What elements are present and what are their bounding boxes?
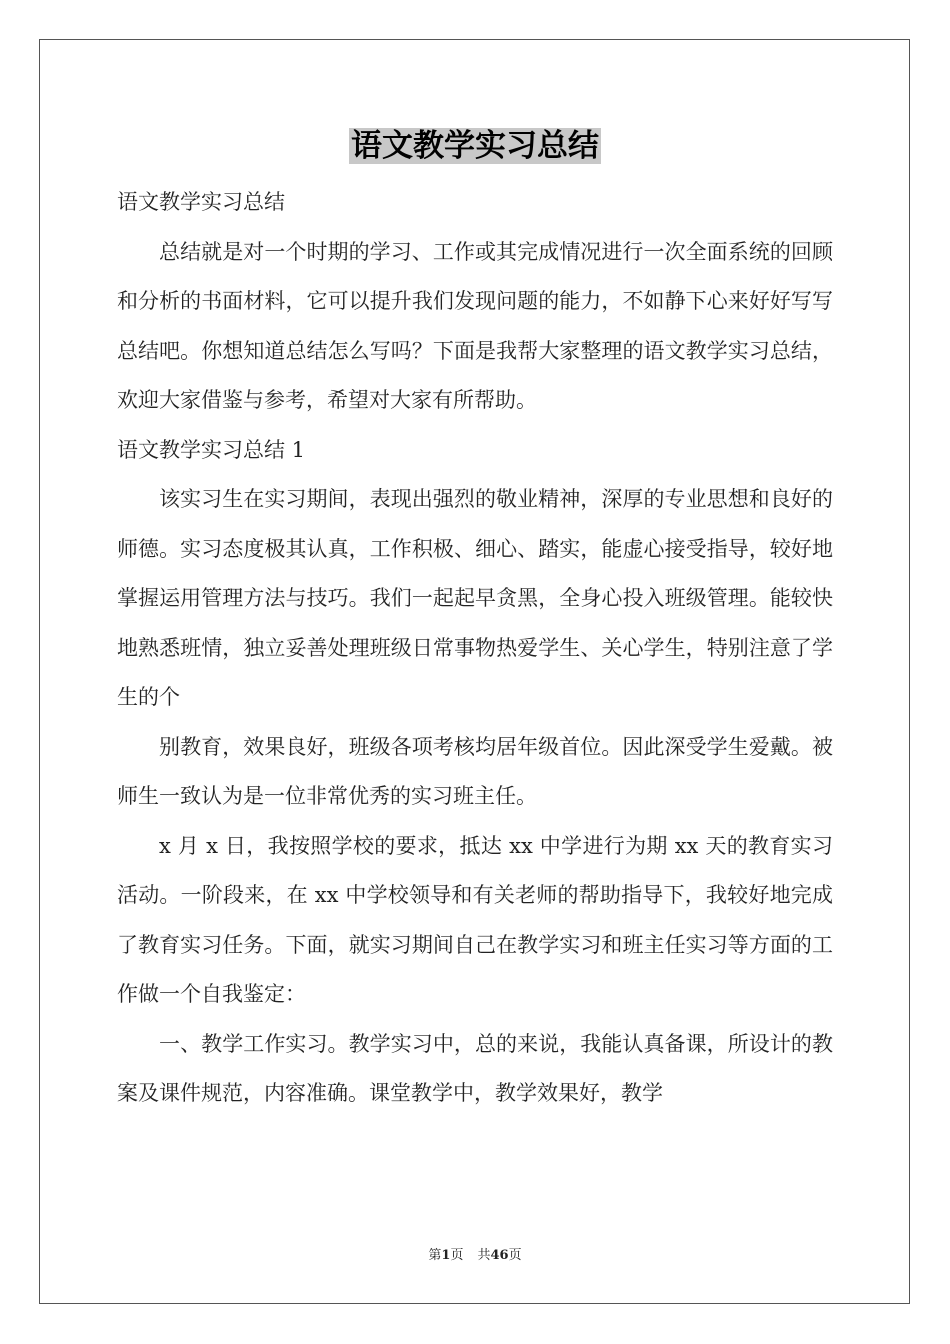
paragraph: 语文教学实习总结: [117, 190, 285, 214]
paragraph: 一、教学工作实习。教学实习中，总的来说，我能认真备课，所设计的教案及课件规范，内容准确。课堂教学中，教学效果好，教学: [117, 1031, 833, 1105]
page-current: 1: [441, 1248, 451, 1263]
paragraph: 该实习生在实习期间，表现出强烈的敬业精神，深厚的专业思想和良好的师德。实习态度极其认真，工作积极、细心、踏实，能虚心接受指导，较好地掌握运用管理方法与技巧。我们一起起早贪黑，全身心投入班级管理。能较快地熟悉班情，独立妥善处理班级日常事物热爱学生、关心学生，特别注意了学生的个: [117, 487, 833, 709]
page-total: 46: [490, 1248, 509, 1263]
document-body: [117, 178, 833, 1119]
paragraph: 别教育，效果良好，班级各项考核均居年级首位。因此深受学生爱戴。被师生一致认为是一位非常优秀的实习班主任。: [117, 734, 833, 808]
page-suffix: 页: [450, 1248, 464, 1263]
total-prefix: 共: [477, 1248, 491, 1263]
document-title-text: 语文教学实习总结: [351, 128, 599, 164]
page-prefix: 第: [428, 1248, 442, 1263]
page-footer: [0, 1244, 950, 1263]
paragraph: 语文教学实习总结 1: [117, 437, 306, 462]
paragraph: x 月 x 日，我按照学校的要求，抵达 xx 中学进行为期 xx 天的教育实习活动。一阶段来，在 xx 中学校领导和有关老师的帮助指导下，我较好地完成了教育实习任务。下面，就实习期间自己在教学实习和班主任实习等方面的工作做一个自我鉴定：: [117, 833, 833, 1006]
total-suffix: 页: [508, 1248, 522, 1263]
document-title: [0, 124, 950, 168]
paragraph: 总结就是对一个时期的学习、工作或其完成情况进行一次全面系统的回顾和分析的书面材料，它可以提升我们发现问题的能力，不如静下心来好好写写总结吧。你想知道总结怎么写吗？下面是我帮大家整理的语文教学实习总结，欢迎大家借鉴与参考，希望对大家有所帮助。: [117, 239, 833, 412]
